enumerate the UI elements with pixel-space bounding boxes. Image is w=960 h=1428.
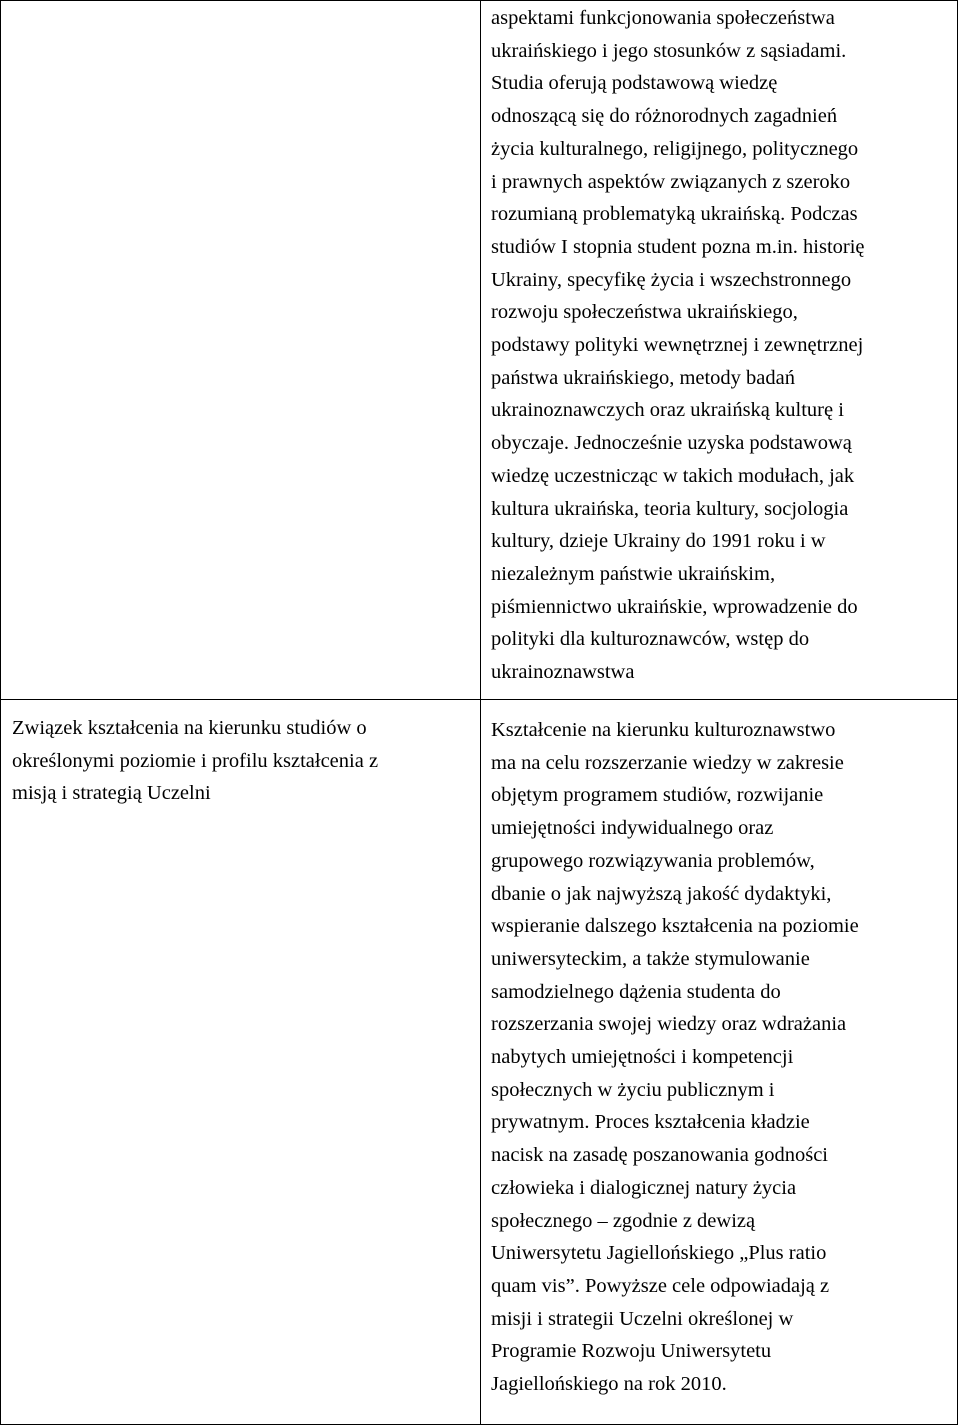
text-line: quam vis”. Powyższe cele odpowiadają z [491, 1274, 830, 1297]
text-line: samodzielnego dążenia studenta do [491, 980, 781, 1003]
label-line: określonymi poziomie i profilu kształcenia z [12, 749, 379, 772]
text-line: grupowego rozwiązywania problemów, [491, 849, 815, 872]
text-line: ukrainoznawstwa [491, 661, 635, 684]
text-line: odnoszącą się do różnorodnych zagadnień [491, 105, 838, 128]
row-divider [1, 699, 957, 700]
text-line: ukraińskiego i jego stosunków z sąsiadami. [491, 39, 847, 62]
text-line: nacisk na zasadę poszanowania godności [491, 1144, 828, 1167]
text-line: niezależnym państwie ukraińskim, [491, 562, 776, 585]
text-line: piśmiennictwo ukraińskie, wprowadzenie do [491, 595, 858, 618]
label-line: Związek kształcenia na kierunku studiów o [12, 717, 367, 739]
text-line: objętym programem studiów, rozwijanie [491, 784, 824, 807]
text-line: studiów I stopnia student pozna m.in. historię [491, 235, 865, 258]
row2-label-cell [12, 712, 477, 810]
text-line: ma na celu rozszerzanie wiedzy w zakresie [491, 751, 844, 774]
text-line: Kształcenie na kierunku kulturoznawstwo [491, 719, 836, 741]
text-line: społecznych w życiu publicznym i [491, 1078, 775, 1101]
row2-content-cell [491, 714, 956, 1401]
text-line: Programie Rozwoju Uniwersytetu [491, 1340, 772, 1363]
label-line: misją i strategią Uczelni [12, 782, 211, 805]
text-line: podstawy polityki wewnętrznej i zewnętrznej [491, 334, 864, 357]
text-line: aspektami funkcjonowania społeczeństwa [491, 7, 835, 29]
text-line: nabytych umiejętności i kompetencji [491, 1046, 794, 1069]
text-line: Uniwersytetu Jagiellońskiego „Plus ratio [491, 1242, 827, 1265]
text-line: i prawnych aspektów związanych z szeroko [491, 170, 851, 193]
text-line: umiejętności indywidualnego oraz [491, 817, 774, 840]
text-line: dbanie o jak najwyższą jakość dydaktyki, [491, 882, 832, 905]
text-line: wiedzę uczestnicząc w takich modułach, jak [491, 464, 855, 487]
text-line: rozumianą problematyką ukraińską. Podczas [491, 203, 858, 226]
text-line: kultura ukraińska, teoria kultury, socjologia [491, 497, 849, 520]
text-line: życia kulturalnego, religijnego, politycznego [491, 137, 859, 160]
row1-label-cell [0, 0, 479, 698]
text-line: Ukrainy, specyfikę życia i wszechstronnego [491, 268, 852, 291]
text-line: misji i strategii Uczelni określonej w [491, 1307, 794, 1330]
text-line: Jagiellońskiego na rok 2010. [491, 1373, 727, 1396]
row1-content-cell [491, 2, 956, 689]
text-line: państwa ukraińskiego, metody badań [491, 366, 796, 389]
text-line: rozszerzania swojej wiedzy oraz wdrażania [491, 1013, 847, 1036]
text-line: prywatnym. Proces kształcenia kładzie [491, 1111, 810, 1134]
text-line: wspieranie dalszego kształcenia na poziomie [491, 915, 859, 938]
text-line: rozwoju społeczeństwa ukraińskiego, [491, 301, 798, 324]
text-line: kultury, dzieje Ukrainy do 1991 roku i w [491, 530, 826, 553]
text-line: człowieka i dialogicznej natury życia [491, 1176, 797, 1199]
text-line: społecznego – zgodnie z dewizą [491, 1209, 756, 1232]
text-line: obyczaje. Jednocześnie uzyska podstawową [491, 432, 852, 455]
column-divider [480, 1, 481, 1424]
text-line: polityki dla kulturoznawców, wstęp do [491, 628, 810, 651]
text-line: Studia oferują podstawową wiedzę [491, 72, 778, 95]
text-line: uniwersyteckim, a także stymulowanie [491, 947, 810, 970]
text-line: ukrainoznawczych oraz ukraińską kulturę i [491, 399, 844, 422]
